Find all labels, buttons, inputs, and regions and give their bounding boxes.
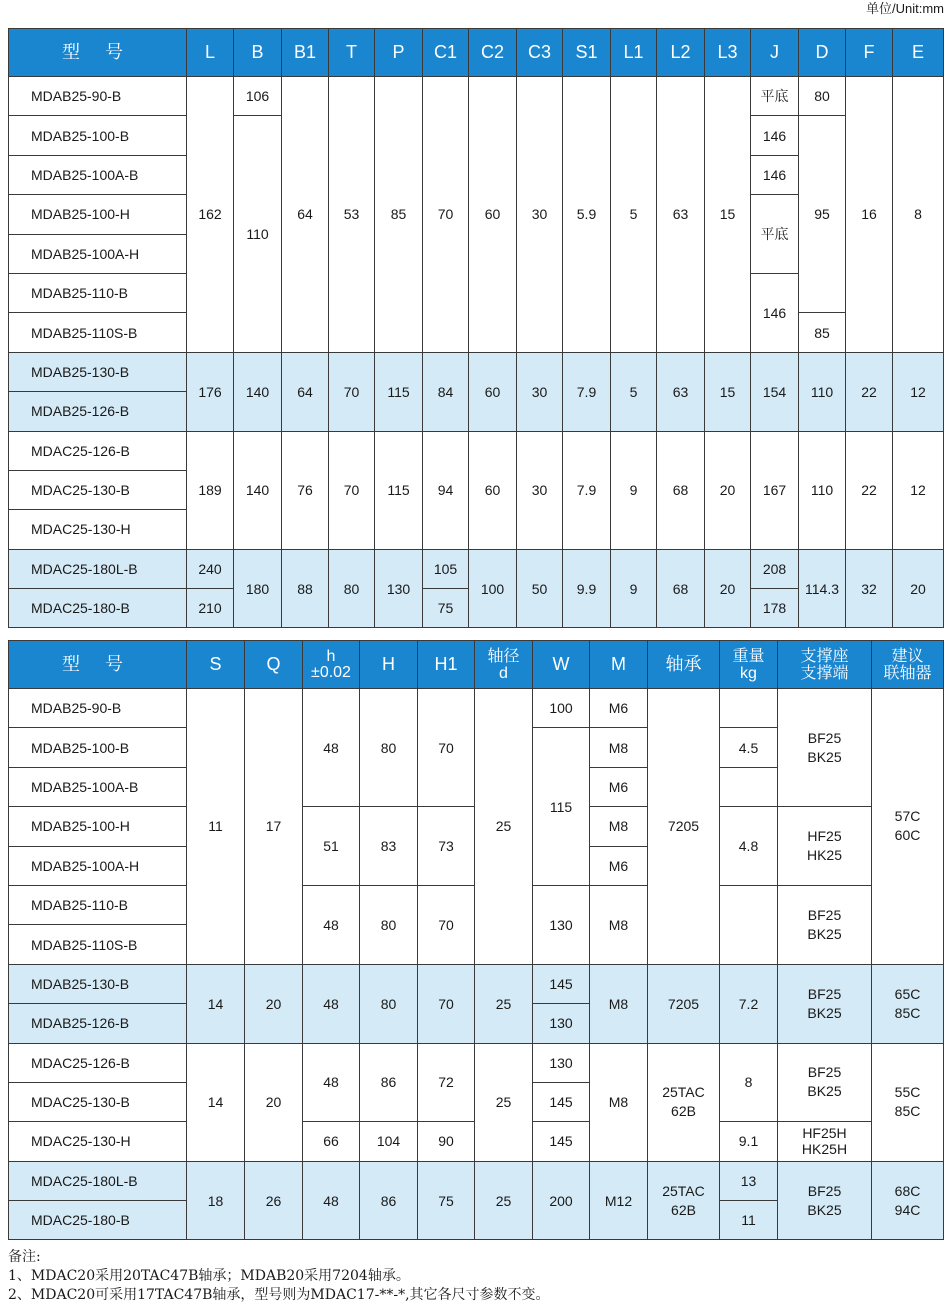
cell-P: 85 bbox=[375, 77, 423, 353]
cell-L3: 20 bbox=[705, 549, 751, 628]
cell-H: 80 bbox=[360, 964, 418, 1043]
header-bearing: 轴承 bbox=[648, 641, 720, 689]
cell-M: M6 bbox=[590, 846, 648, 885]
cell-H: 86 bbox=[360, 1161, 418, 1240]
support-value: BF25 BK25 bbox=[807, 1182, 842, 1218]
cell-M: M8 bbox=[590, 885, 648, 964]
cell-F: 32 bbox=[846, 549, 893, 628]
cell-D: 114.3 bbox=[799, 549, 846, 628]
cell-W: 130 bbox=[533, 885, 590, 964]
table-row bbox=[9, 431, 944, 470]
cell-weight: 4.8 bbox=[720, 807, 778, 886]
cell-J: 146 bbox=[751, 155, 799, 194]
table-row bbox=[9, 1043, 944, 1082]
header-L1: L1 bbox=[611, 29, 657, 77]
cell-support bbox=[778, 1122, 872, 1161]
model-cell: MDAC25-130-H bbox=[9, 510, 187, 549]
header-J: J bbox=[751, 29, 799, 77]
cell-support bbox=[778, 1161, 872, 1240]
cell-B: 140 bbox=[234, 431, 282, 549]
model-cell: MDAC25-126-B bbox=[9, 431, 187, 470]
cell-bearing bbox=[648, 1043, 720, 1161]
cell-S: 14 bbox=[187, 1043, 245, 1161]
header-coupling bbox=[872, 641, 944, 689]
header-model: 型 号 bbox=[9, 641, 187, 689]
cell-L: 189 bbox=[187, 431, 234, 549]
cell-S: 14 bbox=[187, 964, 245, 1043]
cell-shaft: 25 bbox=[475, 964, 533, 1043]
cell-S1: 7.9 bbox=[563, 431, 611, 549]
cell-W: 145 bbox=[533, 1122, 590, 1161]
support-line-3: BF25 BK25 bbox=[807, 906, 842, 942]
cell-W: 115 bbox=[533, 728, 590, 886]
cell-coupling bbox=[872, 1161, 944, 1240]
model-cell: MDAB25-100A-B bbox=[9, 155, 187, 194]
notes-title: 备注: bbox=[8, 1249, 41, 1265]
cell-J: 平底 bbox=[751, 195, 799, 274]
header-h bbox=[303, 641, 360, 689]
table-row bbox=[9, 689, 944, 728]
model-cell: MDAC25-180L-B bbox=[9, 1161, 187, 1200]
header-model: 型 号 bbox=[9, 29, 187, 77]
table-row bbox=[9, 1161, 944, 1200]
cell-H: 104 bbox=[360, 1122, 418, 1161]
cell-L2: 68 bbox=[657, 549, 705, 628]
header-h-top: h bbox=[326, 647, 336, 665]
cell-D: 95 bbox=[799, 116, 846, 313]
cell-D: 110 bbox=[799, 431, 846, 549]
bearing-value: 25TAC 62B bbox=[662, 1084, 705, 1120]
cell-F: 16 bbox=[846, 77, 893, 353]
coupling-value: 55C 85C bbox=[894, 1084, 921, 1120]
cell-C2: 100 bbox=[469, 549, 517, 628]
cell-J: 208 bbox=[751, 549, 799, 588]
cell-weight bbox=[720, 689, 778, 728]
cell-E: 8 bbox=[893, 77, 944, 353]
cell-W: 130 bbox=[533, 1043, 590, 1082]
cell-Q: 20 bbox=[245, 964, 303, 1043]
cell-L: 210 bbox=[187, 589, 234, 628]
support-value: HF25H HK25H bbox=[801, 1125, 848, 1158]
header-M: M bbox=[590, 641, 648, 689]
header-support-bottom: 支撑端 bbox=[800, 664, 849, 682]
model-cell: MDAB25-100-B bbox=[9, 728, 187, 767]
cell-C3: 30 bbox=[517, 431, 563, 549]
cell-H: 86 bbox=[360, 1043, 418, 1122]
header-shaft-top: 轴径 bbox=[487, 647, 520, 665]
cell-J: 146 bbox=[751, 273, 799, 352]
cell-shaft: 25 bbox=[475, 1043, 533, 1161]
model-cell: MDAB25-130-B bbox=[9, 352, 187, 391]
header-H: H bbox=[360, 641, 418, 689]
cell-L3: 15 bbox=[705, 77, 751, 353]
cell-H1: 90 bbox=[418, 1122, 475, 1161]
header-weight bbox=[720, 641, 778, 689]
cell-L2: 63 bbox=[657, 352, 705, 431]
table-row bbox=[9, 77, 944, 116]
support-line-1: BF25 BK25 bbox=[807, 729, 842, 765]
cell-J: 平底 bbox=[751, 77, 799, 116]
header-S: S bbox=[187, 641, 245, 689]
cell-H1: 70 bbox=[418, 885, 475, 964]
cell-L2: 63 bbox=[657, 77, 705, 353]
cell-E: 12 bbox=[893, 431, 944, 549]
cell-support bbox=[778, 964, 872, 1043]
cell-W: 145 bbox=[533, 964, 590, 1003]
cell-B1: 64 bbox=[282, 77, 329, 353]
cell-weight: 4.5 bbox=[720, 728, 778, 767]
cell-L1: 9 bbox=[611, 549, 657, 628]
unit-label: 单位/Unit:mm bbox=[865, 1, 944, 16]
cell-P: 130 bbox=[375, 549, 423, 628]
cell-H: 83 bbox=[360, 807, 418, 886]
cell-J: 167 bbox=[751, 431, 799, 549]
model-cell: MDAC25-180-B bbox=[9, 589, 187, 628]
cell-M: M6 bbox=[590, 767, 648, 806]
cell-S1: 5.9 bbox=[563, 77, 611, 353]
cell-S: 11 bbox=[187, 689, 245, 965]
cell-B: 106 bbox=[234, 77, 282, 116]
cell-B: 110 bbox=[234, 116, 282, 352]
cell-M: M8 bbox=[590, 728, 648, 767]
model-cell: MDAB25-110S-B bbox=[9, 313, 187, 352]
header-T: T bbox=[329, 29, 375, 77]
cell-weight: 7.2 bbox=[720, 964, 778, 1043]
cell-H1: 72 bbox=[418, 1043, 475, 1122]
header-support bbox=[778, 641, 872, 689]
coupling-value: 68C 94C bbox=[894, 1182, 921, 1218]
cell-F: 22 bbox=[846, 431, 893, 549]
cell-shaft: 25 bbox=[475, 1161, 533, 1240]
cell-D: 80 bbox=[799, 77, 846, 116]
cell-weight: 11 bbox=[720, 1201, 778, 1240]
note-1: 1、MDAC20采用20TAC47B轴承；MDAB20采用7204轴承。 bbox=[8, 1268, 410, 1284]
header-support-top: 支撑座 bbox=[800, 647, 849, 665]
cell-M: M8 bbox=[590, 964, 648, 1043]
cell-C2: 60 bbox=[469, 431, 517, 549]
header-W: W bbox=[533, 641, 590, 689]
cell-S1: 7.9 bbox=[563, 352, 611, 431]
cell-B: 140 bbox=[234, 352, 282, 431]
model-cell: MDAB25-110-B bbox=[9, 885, 187, 924]
cell-L: 240 bbox=[187, 549, 234, 588]
cell-B1: 64 bbox=[282, 352, 329, 431]
cell-J: 146 bbox=[751, 116, 799, 155]
header-h-bottom: ±0.02 bbox=[311, 663, 351, 681]
cell-T: 80 bbox=[329, 549, 375, 628]
cell-D: 85 bbox=[799, 313, 846, 352]
table-1-header-row bbox=[9, 29, 944, 77]
cell-coupling bbox=[872, 964, 944, 1043]
cell-H1: 75 bbox=[418, 1161, 475, 1240]
cell-C1: 70 bbox=[423, 77, 469, 353]
cell-coupling bbox=[872, 689, 944, 965]
cell-L1: 9 bbox=[611, 431, 657, 549]
header-D: D bbox=[799, 29, 846, 77]
support-value: BF25 BK25 bbox=[807, 985, 842, 1021]
model-cell: MDAC25-180L-B bbox=[9, 549, 187, 588]
cell-P: 115 bbox=[375, 352, 423, 431]
support-value: BF25 BK25 bbox=[807, 1064, 842, 1100]
cell-W: 200 bbox=[533, 1161, 590, 1240]
cell-C3: 30 bbox=[517, 352, 563, 431]
cell-h: 48 bbox=[303, 885, 360, 964]
model-cell: MDAB25-90-B bbox=[9, 77, 187, 116]
cell-weight: 13 bbox=[720, 1161, 778, 1200]
cell-C3: 50 bbox=[517, 549, 563, 628]
cell-bearing: 7205 bbox=[648, 964, 720, 1043]
cell-H1: 70 bbox=[418, 964, 475, 1043]
cell-Q: 20 bbox=[245, 1043, 303, 1161]
cell-h: 48 bbox=[303, 964, 360, 1043]
cell-M: M12 bbox=[590, 1161, 648, 1240]
cell-H1: 70 bbox=[418, 689, 475, 807]
cell-weight bbox=[720, 885, 778, 964]
model-cell: MDAB25-100A-H bbox=[9, 846, 187, 885]
cell-M: M6 bbox=[590, 689, 648, 728]
model-cell: MDAB25-90-B bbox=[9, 689, 187, 728]
cell-W: 130 bbox=[533, 1004, 590, 1043]
cell-C1: 94 bbox=[423, 431, 469, 549]
cell-C3: 30 bbox=[517, 77, 563, 353]
cell-support bbox=[778, 807, 872, 886]
cell-bearing: 7205 bbox=[648, 689, 720, 965]
header-B: B bbox=[234, 29, 282, 77]
model-cell: MDAC25-126-B bbox=[9, 1043, 187, 1082]
cell-weight bbox=[720, 767, 778, 806]
cell-weight: 8 bbox=[720, 1043, 778, 1122]
header-E: E bbox=[893, 29, 944, 77]
model-cell: MDAB25-100A-B bbox=[9, 767, 187, 806]
cell-coupling bbox=[872, 1043, 944, 1161]
note-2: 2、MDAC20可采用17TAC47B轴承，型号则为MDAC17-**-*,其它各尺寸参数不变。 bbox=[8, 1287, 550, 1303]
header-L3: L3 bbox=[705, 29, 751, 77]
cell-M: M8 bbox=[590, 807, 648, 846]
header-coupling-bottom: 联轴器 bbox=[883, 664, 932, 682]
cell-H1: 73 bbox=[418, 807, 475, 886]
spec-table-2 bbox=[8, 640, 944, 1240]
cell-h: 51 bbox=[303, 807, 360, 886]
cell-S: 18 bbox=[187, 1161, 245, 1240]
cell-W: 100 bbox=[533, 689, 590, 728]
header-H1: H1 bbox=[418, 641, 475, 689]
spec-table-1 bbox=[8, 28, 944, 628]
model-cell: MDAC25-130-B bbox=[9, 470, 187, 509]
model-cell: MDAC25-130-B bbox=[9, 1082, 187, 1121]
header-B1: B1 bbox=[282, 29, 329, 77]
header-S1: S1 bbox=[563, 29, 611, 77]
cell-h: 48 bbox=[303, 1161, 360, 1240]
cell-T: 70 bbox=[329, 431, 375, 549]
cell-L: 176 bbox=[187, 352, 234, 431]
cell-C1: 105 bbox=[423, 549, 469, 588]
header-coupling-top: 建议 bbox=[891, 647, 924, 665]
model-cell: MDAB25-100-H bbox=[9, 195, 187, 234]
cell-L2: 68 bbox=[657, 431, 705, 549]
header-C3: C3 bbox=[517, 29, 563, 77]
cell-Q: 26 bbox=[245, 1161, 303, 1240]
model-cell: MDAC25-180-B bbox=[9, 1201, 187, 1240]
cell-W: 145 bbox=[533, 1082, 590, 1121]
table-row bbox=[9, 549, 944, 588]
cell-weight: 9.1 bbox=[720, 1122, 778, 1161]
model-cell: MDAB25-130-B bbox=[9, 964, 187, 1003]
cell-T: 70 bbox=[329, 352, 375, 431]
header-P: P bbox=[375, 29, 423, 77]
notes bbox=[8, 1248, 550, 1305]
cell-support bbox=[778, 885, 872, 964]
cell-C2: 60 bbox=[469, 77, 517, 353]
cell-P: 115 bbox=[375, 431, 423, 549]
model-cell: MDAC25-130-H bbox=[9, 1122, 187, 1161]
cell-H: 80 bbox=[360, 885, 418, 964]
cell-C1: 75 bbox=[423, 589, 469, 628]
cell-h: 48 bbox=[303, 1043, 360, 1122]
cell-D: 110 bbox=[799, 352, 846, 431]
header-Q: Q bbox=[245, 641, 303, 689]
cell-h: 48 bbox=[303, 689, 360, 807]
cell-shaft: 25 bbox=[475, 689, 533, 965]
cell-L3: 15 bbox=[705, 352, 751, 431]
model-cell: MDAB25-110S-B bbox=[9, 925, 187, 964]
header-shaft-diameter bbox=[475, 641, 533, 689]
cell-E: 12 bbox=[893, 352, 944, 431]
header-F: F bbox=[846, 29, 893, 77]
support-line-2: HF25 HK25 bbox=[806, 828, 843, 864]
cell-C2: 60 bbox=[469, 352, 517, 431]
cell-J: 178 bbox=[751, 589, 799, 628]
cell-support bbox=[778, 1043, 872, 1122]
cell-L1: 5 bbox=[611, 77, 657, 353]
header-weight-top: 重量 bbox=[732, 647, 765, 665]
model-cell: MDAB25-100A-H bbox=[9, 234, 187, 273]
cell-B1: 76 bbox=[282, 431, 329, 549]
cell-L1: 5 bbox=[611, 352, 657, 431]
model-cell: MDAB25-100-H bbox=[9, 807, 187, 846]
cell-L: 162 bbox=[187, 77, 234, 353]
coupling-value: 57C 60C bbox=[894, 808, 921, 844]
cell-B: 180 bbox=[234, 549, 282, 628]
cell-M: M8 bbox=[590, 1043, 648, 1161]
cell-support bbox=[778, 689, 872, 807]
header-L2: L2 bbox=[657, 29, 705, 77]
model-cell: MDAB25-110-B bbox=[9, 273, 187, 312]
cell-Q: 17 bbox=[245, 689, 303, 965]
cell-h: 66 bbox=[303, 1122, 360, 1161]
cell-C1: 84 bbox=[423, 352, 469, 431]
model-cell: MDAB25-126-B bbox=[9, 392, 187, 431]
cell-S1: 9.9 bbox=[563, 549, 611, 628]
header-L: L bbox=[187, 29, 234, 77]
table-row bbox=[9, 352, 944, 391]
header-C1: C1 bbox=[423, 29, 469, 77]
bearing-value: 25TAC 62B bbox=[662, 1182, 705, 1218]
cell-H: 80 bbox=[360, 689, 418, 807]
table-2-header-row bbox=[9, 641, 944, 689]
model-cell: MDAB25-100-B bbox=[9, 116, 187, 155]
cell-L3: 20 bbox=[705, 431, 751, 549]
cell-J: 154 bbox=[751, 352, 799, 431]
header-weight-bottom: kg bbox=[740, 664, 757, 682]
model-cell: MDAB25-126-B bbox=[9, 1004, 187, 1043]
header-C2: C2 bbox=[469, 29, 517, 77]
cell-F: 22 bbox=[846, 352, 893, 431]
table-row bbox=[9, 964, 944, 1003]
cell-B1: 88 bbox=[282, 549, 329, 628]
coupling-value: 65C 85C bbox=[894, 985, 921, 1021]
cell-E: 20 bbox=[893, 549, 944, 628]
cell-T: 53 bbox=[329, 77, 375, 353]
header-shaft-bottom: d bbox=[499, 664, 508, 682]
cell-bearing bbox=[648, 1161, 720, 1240]
